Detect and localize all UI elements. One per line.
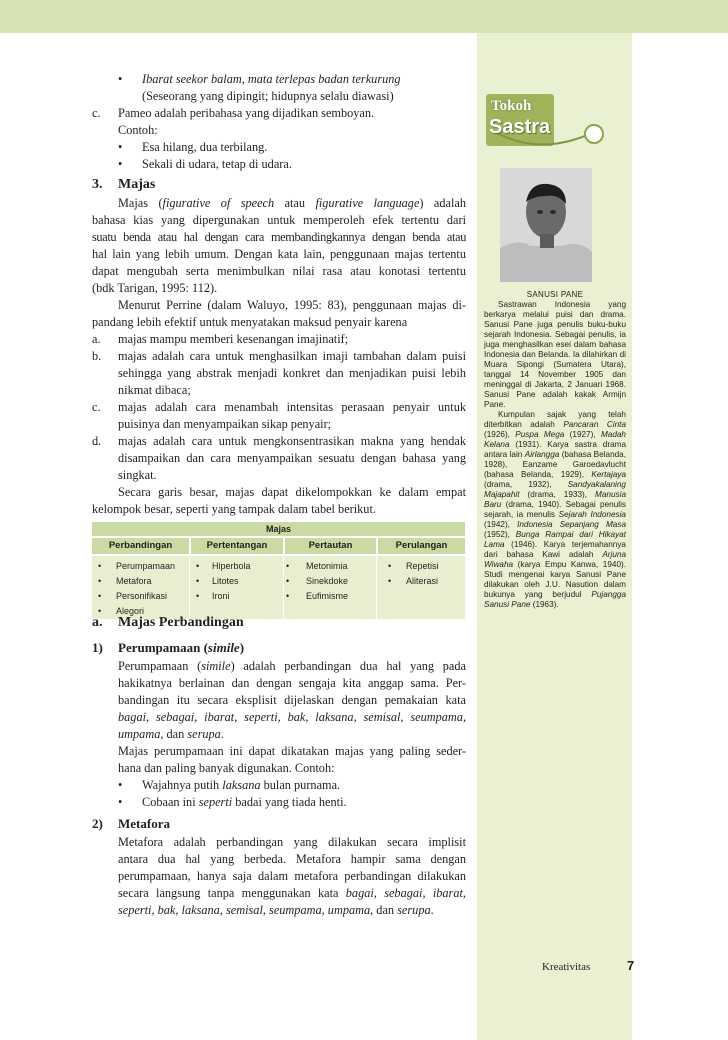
logo-top-text: Tokoh (491, 98, 532, 114)
table-header: Pertentangan (191, 538, 283, 554)
biography-caption (484, 290, 626, 610)
table-cell: Metafora (116, 576, 152, 586)
paragraph-line: Majas (figurative of speech atau figurative language) adalah (118, 196, 466, 210)
example: Sekali di udara, tetap di udara. (142, 157, 292, 171)
page-number: 7 (627, 958, 635, 973)
top-list: • Ibarat seekor balam, mata terlepas badan terkurung (Seseorang yang dipingit; hidupnya selalu diawasi) c. Pameo adalah peribahasa yang dijadikan semboyan. Contoh: • Esa hilang, dua terbilang. • Sekali di udara, tetap di udara. (92, 72, 401, 171)
table-header: Pertautan (285, 538, 376, 554)
section-title: Majas (118, 177, 156, 192)
table-cell: Perumpamaan (116, 561, 176, 571)
example: Esa hilang, dua terbilang. (142, 140, 268, 154)
example: Cobaan ini seperti badai yang tiada henti. (142, 795, 347, 809)
bio-paragraph: Kumpulan sajak yang telah diterbitkan adalah Pancaran Cinta (1926), Puspa Mega (1927), Madah Kelana (1931). Karya sastra drama antara lain Airlangga (bahasa Belanda, 1928), Eanzame Garoedavlucht (bahasa Belanda, 1929), Kertajaya (drama, 1932), Sandyakalaning Majapahit (drama, 1933), Manusia Baru (drama, 1940). Sebagai penulis sejarah, ia menulis Sejarah Indonesia (1942), Indonesia Sepanjang Masa (1952), Bunga Rampai dari Hikayat Lama (1946). Karya terjemahannya dari bahasa Kawi adalah Arjuna Wiwaha (karya Empu Kanwa, 1940). Studi mengenai karya Sanusi Pane dilakukan oleh J.U. Nasution dalam bukunya yang berjudul Pujangga Sanusi Pane (1963). (484, 410, 627, 609)
section-number: 3. (92, 177, 103, 192)
table-cell: Personifikasi (116, 591, 168, 601)
table-title: Majas (92, 522, 465, 536)
table-cell: Hiperbola (212, 561, 251, 571)
table-cell: Litotes (212, 576, 239, 586)
table-cell: Alegori (116, 606, 145, 616)
example: Wajahnya putih laksana bulan purnama. (142, 778, 341, 792)
list-item-meaning: (Seseorang yang dipingit; hidupnya selalu diawasi) (142, 89, 394, 103)
bio-paragraph: Sastrawan Indonesia yang berkarya melalui puisi dan drama. Sanusi Pane juga penulis buku-buku sejarah Indonesia. Sebagai penulis, ia juga menghasilkan esei dalam bahasa Indonesia dan Belanda. Ia dilahirkan di Muara Sipongi (Sumatera Utara), tanggal 14 November 1905 dan meninggal di Jakarta, 2 Januari 1968. Sanusi Pane adalah kakak Armijn Pane. (484, 300, 626, 409)
table-cell: Ironi (212, 591, 230, 601)
majas-table: Majas Perbandingan Pertentangan Pertautan Perulangan • Perumpamaan • Hiperbola • Metonimia • Repetisi • Metafora • Litotes • Sinekdoke • Aliterasi • Personifikasi • Ironi • Eufimisme • Alegori (92, 522, 465, 619)
photo-name: SANUSI PANE (526, 290, 584, 299)
table-cell: Aliterasi (406, 576, 439, 586)
table-cell: Eufimisme (306, 591, 349, 601)
table-cell: Repetisi (406, 561, 439, 571)
portrait-photo (500, 168, 592, 282)
footer-label: Kreativitas (542, 961, 591, 973)
logo-bottom-text: Sastra (489, 116, 551, 138)
table-header: Perulangan (378, 538, 465, 554)
table-cell: Metonimia (306, 561, 348, 571)
list-item: Ibarat seekor balam, mata terlepas badan terkurung (142, 72, 401, 86)
subsection-title: Majas Perbandingan (118, 615, 244, 630)
table-header: Perbandingan (92, 538, 189, 554)
table-cell: Sinekdoke (306, 576, 349, 586)
item-title: Perumpamaan (simile) (118, 640, 245, 655)
list-item: Pameo adalah peribahasa yang dijadikan semboyan. (118, 106, 375, 120)
item-title: Metafora (118, 816, 170, 831)
